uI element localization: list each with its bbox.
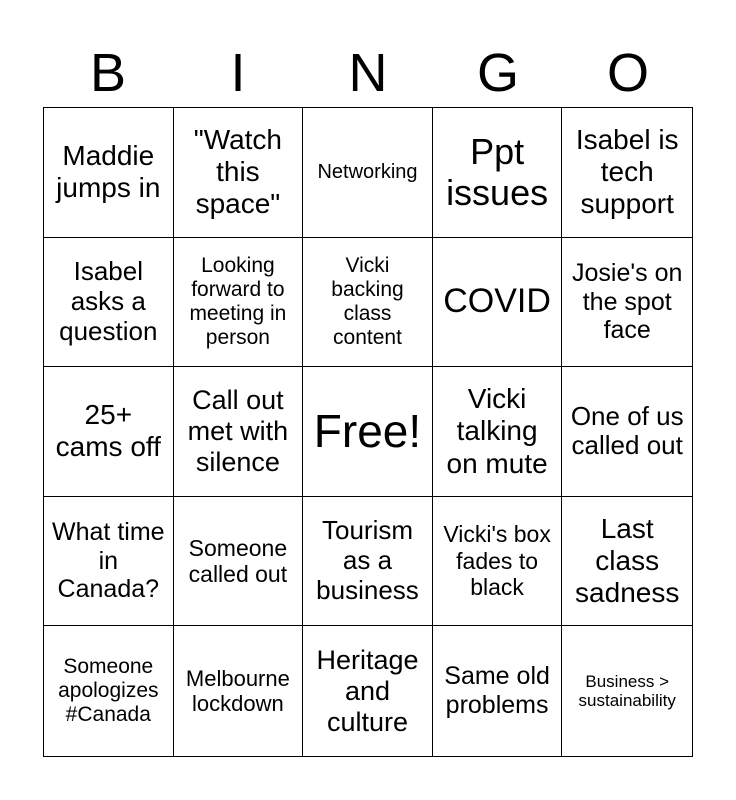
bingo-cell-r1c1[interactable]: Maddie jumps in	[44, 108, 174, 238]
bingo-cell-r1c3[interactable]: Networking	[303, 108, 433, 238]
bingo-header	[43, 40, 693, 106]
bingo-cell-r1c2[interactable]: "Watch this space"	[174, 108, 304, 238]
bingo-cell-r2c5[interactable]: Josie's on the spot face	[562, 238, 692, 368]
bingo-cell-r5c2[interactable]: Melbourne lockdown	[174, 626, 304, 756]
bingo-cell-r2c3[interactable]: Vicki backing class content	[303, 238, 433, 368]
bingo-cell-r4c3[interactable]: Tourism as a business	[303, 497, 433, 627]
header-letter-b: B	[89, 43, 127, 103]
bingo-cell-r5c1[interactable]: Someone apologizes #Canada	[44, 626, 174, 756]
bingo-cell-r4c4[interactable]: Vicki's box fades to black	[433, 497, 563, 627]
bingo-cell-r2c1[interactable]: Isabel asks a question	[44, 238, 174, 368]
header-letter-i: I	[230, 43, 246, 103]
bingo-cell-r1c5[interactable]: Isabel is tech support	[562, 108, 692, 238]
header-letter-g: G	[476, 43, 519, 103]
bingo-cell-r5c4[interactable]: Same old problems	[433, 626, 563, 756]
bingo-cell-r1c4[interactable]: Ppt issues	[433, 108, 563, 238]
bingo-cell-r3c5[interactable]: One of us called out	[562, 367, 692, 497]
bingo-cell-r4c5[interactable]: Last class sadness	[562, 497, 692, 627]
bingo-cell-r3c2[interactable]: Call out met with silence	[174, 367, 304, 497]
bingo-cell-r3c1[interactable]: 25+ cams off	[44, 367, 174, 497]
bingo-board	[43, 107, 693, 757]
header-letter-o: O	[606, 43, 649, 103]
bingo-cell-r2c2[interactable]: Looking forward to meeting in person	[174, 238, 304, 368]
bingo-cell-r4c2[interactable]: Someone called out	[174, 497, 304, 627]
header-letter-n: N	[348, 43, 388, 103]
bingo-cell-r3c4[interactable]: Vicki talking on mute	[433, 367, 563, 497]
bingo-cell-r5c3[interactable]: Heritage and culture	[303, 626, 433, 756]
bingo-cell-r4c1[interactable]: What time in Canada?	[44, 497, 174, 627]
bingo-cell-r2c4[interactable]: COVID	[433, 238, 563, 368]
bingo-cell-free[interactable]: Free!	[303, 367, 433, 497]
bingo-cell-r5c5[interactable]: Business > sustainability	[578, 671, 676, 711]
